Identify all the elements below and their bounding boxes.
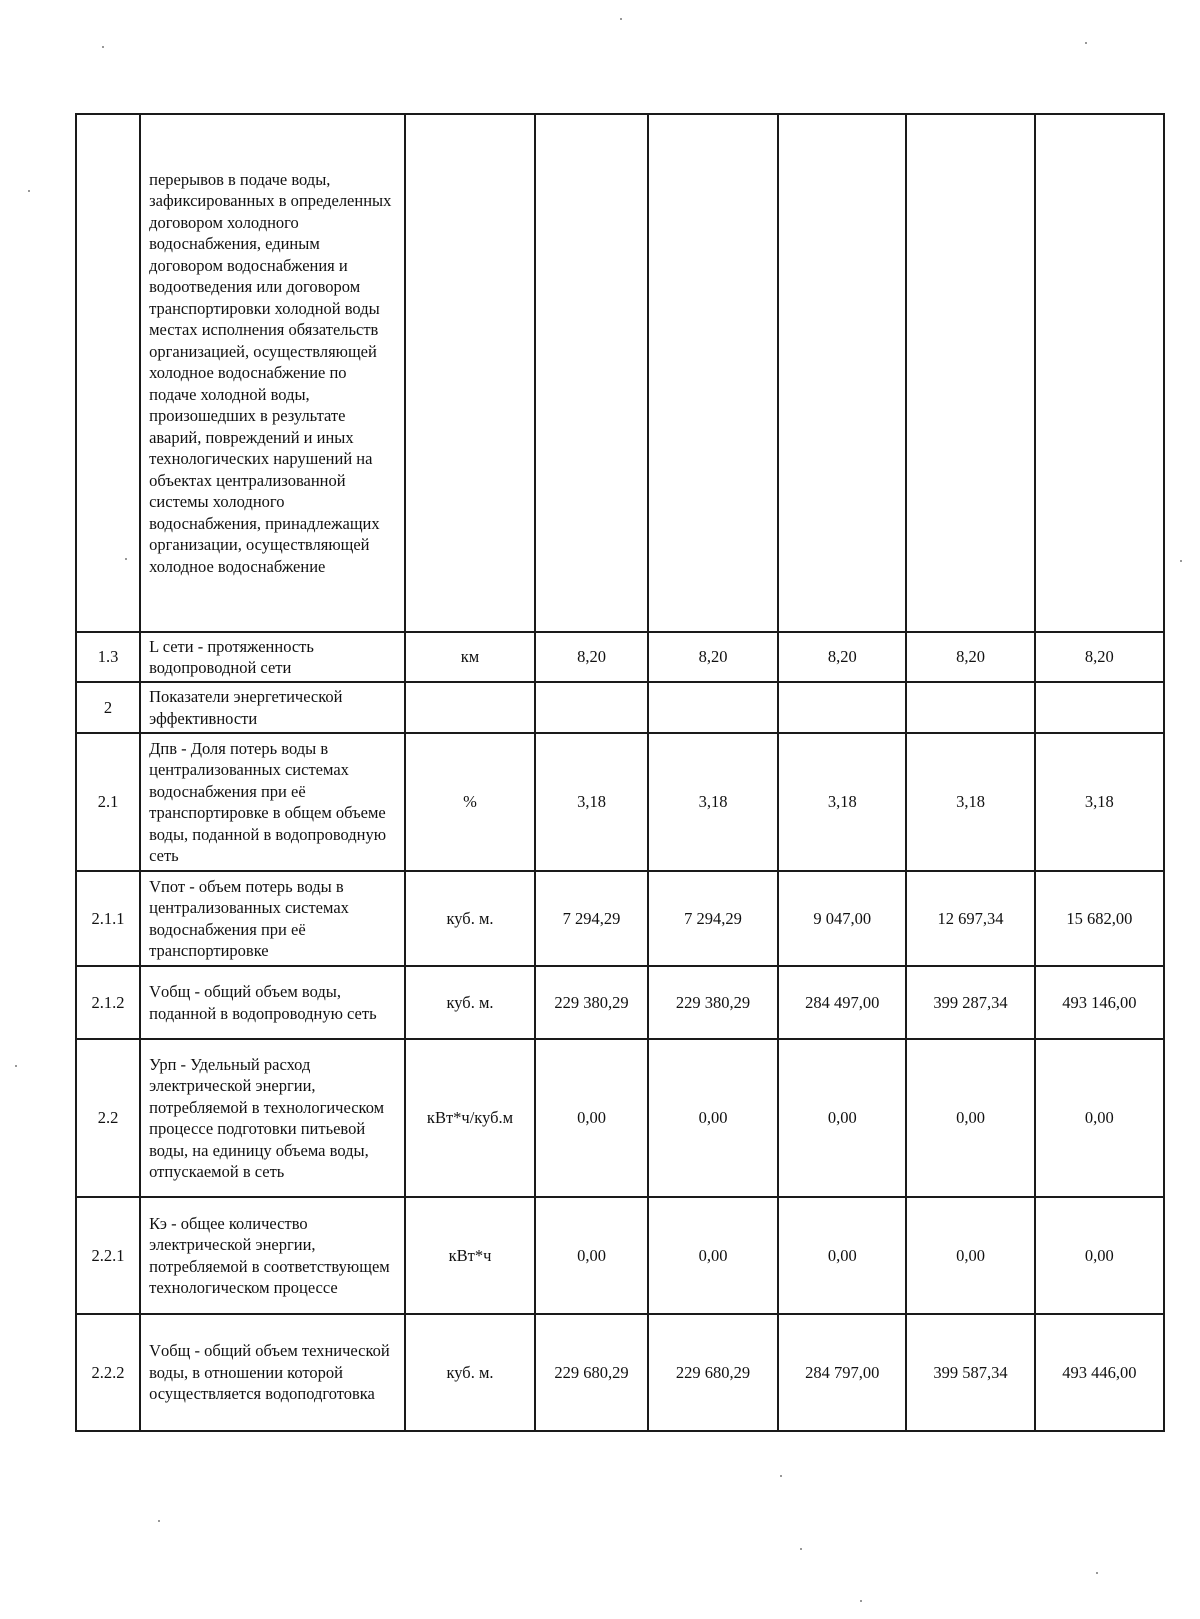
row-number: 2.2 [76,1039,140,1197]
row-number: 2 [76,682,140,733]
table-row [76,114,1164,632]
scan-speck [1096,1572,1098,1574]
row-value: 3,18 [1035,733,1164,871]
scan-speck [1085,42,1087,44]
row-value: 8,20 [535,632,648,682]
row-value [535,114,648,632]
row-value: 3,18 [778,733,906,871]
row-value: 0,00 [648,1039,778,1197]
scan-speck [780,1475,782,1477]
row-unit: км [405,632,535,682]
scan-speck [158,1520,160,1522]
row-value: 493 446,00 [1035,1314,1164,1431]
row-unit [405,682,535,733]
row-unit: кВт*ч [405,1197,535,1314]
scan-speck [620,18,622,20]
row-value: 0,00 [778,1197,906,1314]
row-unit [405,114,535,632]
row-unit: кВт*ч/куб.м [405,1039,535,1197]
row-value [535,682,648,733]
row-value: 3,18 [535,733,648,871]
row-description: перерывов в подаче воды, зафиксированных в определенных договором холодного водоснабжения, единым договором водоснабжения и водоотведения или договором транспортировки холодной воды местах исполнения обязательств организацией, осуществляющей холодное водоснабжение по подаче холодной воды, произошедших в результате аварий, повреждений и иных технологических нарушений на объектах централизованной системы холодного водоснабжения, принадлежащих организации, осуществляющей холодное водоснабжение [140,114,405,632]
row-value [906,114,1034,632]
row-value: 0,00 [906,1039,1034,1197]
table-row [76,1039,1164,1197]
row-value [648,682,778,733]
row-value: 229 680,29 [648,1314,778,1431]
scan-speck [125,558,127,560]
row-value: 229 380,29 [535,966,648,1039]
row-value: 15 682,00 [1035,871,1164,966]
row-value: 0,00 [535,1039,648,1197]
row-value: 399 287,34 [906,966,1034,1039]
row-value: 8,20 [778,632,906,682]
row-value: 284 497,00 [778,966,906,1039]
row-value [778,114,906,632]
row-value: 3,18 [906,733,1034,871]
row-value: 7 294,29 [648,871,778,966]
row-value: 229 680,29 [535,1314,648,1431]
row-value: 229 380,29 [648,966,778,1039]
row-description: Vобщ - общий объем воды, поданной в водопроводную сеть [140,966,405,1039]
row-value: 0,00 [1035,1197,1164,1314]
row-value: 0,00 [906,1197,1034,1314]
row-description: L сети - протяженность водопроводной сети [140,632,405,682]
row-value: 493 146,00 [1035,966,1164,1039]
scan-speck [28,190,30,192]
table-row [76,871,1164,966]
row-value: 0,00 [648,1197,778,1314]
row-value: 8,20 [1035,632,1164,682]
row-value [1035,682,1164,733]
row-number [76,114,140,632]
row-number: 2.2.2 [76,1314,140,1431]
row-number: 2.1.1 [76,871,140,966]
indicators-table [75,113,1165,1432]
table-row [76,1197,1164,1314]
row-description: Кэ - общее количество электрической энергии, потребляемой в соответствующем технологическом процессе [140,1197,405,1314]
row-value: 399 587,34 [906,1314,1034,1431]
row-description: Показатели энергетической эффективности [140,682,405,733]
row-value: 3,18 [648,733,778,871]
table-row [76,632,1164,682]
scan-speck [102,46,104,48]
row-value: 0,00 [535,1197,648,1314]
row-value: 8,20 [648,632,778,682]
row-value: 284 797,00 [778,1314,906,1431]
row-unit: куб. м. [405,1314,535,1431]
row-description: Урп - Удельный расход электрической энергии, потребляемой в технологическом процессе подготовки питьевой воды, на единицу объема воды, отпускаемой в сеть [140,1039,405,1197]
row-description: Vпот - объем потерь воды в централизованных системах водоснабжения при её транспортировке [140,871,405,966]
row-number: 2.2.1 [76,1197,140,1314]
row-value [906,682,1034,733]
scan-speck [15,1065,17,1067]
scan-speck [860,1600,862,1602]
table-row [76,1314,1164,1431]
row-value: 7 294,29 [535,871,648,966]
row-number: 1.3 [76,632,140,682]
row-value [648,114,778,632]
row-description: Дпв - Доля потерь воды в централизованных системах водоснабжения при её транспортировке в общем объеме воды, поданной в водопроводную сеть [140,733,405,871]
row-value: 12 697,34 [906,871,1034,966]
row-unit: % [405,733,535,871]
row-value: 0,00 [1035,1039,1164,1197]
row-value [778,682,906,733]
table-row [76,966,1164,1039]
section-row [76,682,1164,733]
row-value [1035,114,1164,632]
row-unit: куб. м. [405,966,535,1039]
row-unit: куб. м. [405,871,535,966]
row-description: Vобщ - общий объем технической воды, в отношении которой осуществляется водоподготовка [140,1314,405,1431]
row-value: 0,00 [778,1039,906,1197]
row-number: 2.1.2 [76,966,140,1039]
scan-speck [1180,560,1182,562]
row-value: 8,20 [906,632,1034,682]
row-number: 2.1 [76,733,140,871]
table-row [76,733,1164,871]
row-value: 9 047,00 [778,871,906,966]
scan-speck [800,1548,802,1550]
